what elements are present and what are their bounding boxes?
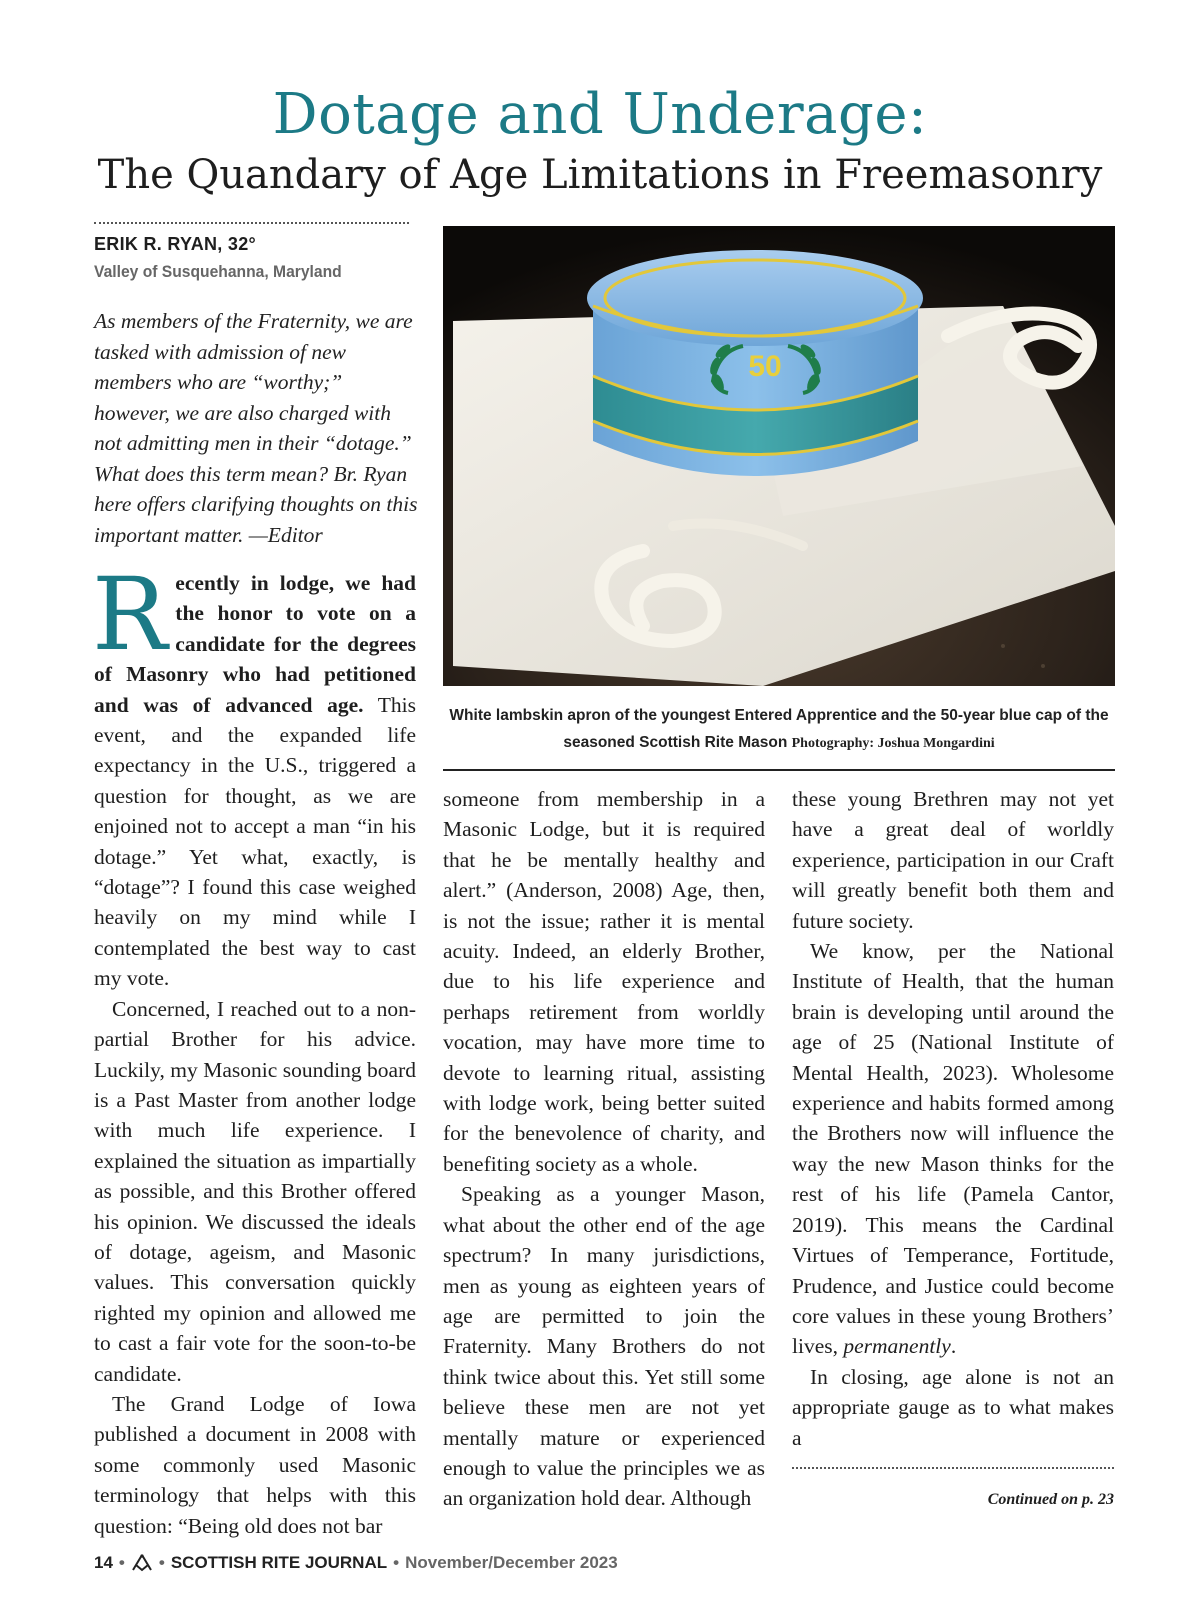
editor-intro: As members of the Fraternity, we are tasked with admission of new members who are “worthy;” however, we are also charged with not admitting men in their “dotage.” What does this term mean? Br. Ryan here offers clarifying thoughts on this important matter. —Editor xyxy=(94,309,418,547)
caption-text: White lambskin apron of the youngest Entered Apprentice and the 50-year blue cap of the seasoned Scottish Rite Mason xyxy=(449,707,1109,751)
cap-number: 50 xyxy=(748,350,782,383)
article-subtitle: The Quandary of Age Limitations in Freemasonry xyxy=(97,152,1103,198)
paragraph-5-emphasis: permanently xyxy=(843,1334,951,1359)
continued-divider xyxy=(792,1467,1114,1469)
paragraph-4: Speaking as a younger Mason, what about the other end of the age spectrum? In many jurisdictions, men as young as eighteen years of age are permitted to join the Fraternity. Many Brothers do not think twice about this. Yet still some believe these men are not yet mentally mature or experienced enough to value the principles we as an organization hold dear. Although xyxy=(443,1182,765,1511)
article-column-2 xyxy=(443,784,765,1514)
footer-separator: • xyxy=(118,1553,125,1572)
author-valley: Valley of Susquehanna, Maryland xyxy=(94,262,342,281)
paragraph-6: In closing, age alone is not an appropriate gauge as to what makes a xyxy=(792,1364,1114,1450)
paragraph-1: This event, and the expanded life expectancy in the U.S., triggered a question for thought, as we are enjoined not to accept a man “in his dotage.” Yet what, exactly, is “dotage”? I found this case weighed heavily on my mind while I contemplated the best way to cast my vote. xyxy=(94,692,416,991)
cap-and-apron-illustration xyxy=(443,226,1115,686)
author-name: ERIK R. RYAN, 32° xyxy=(94,234,257,254)
drop-cap: R xyxy=(92,556,168,673)
footer-separator: • xyxy=(158,1553,165,1572)
page-number: 14 xyxy=(94,1553,113,1572)
footer-separator: • xyxy=(393,1553,400,1572)
author-divider xyxy=(94,222,409,224)
paragraph-3: The Grand Lodge of Iowa published a document in 2008 with some commonly used Masonic terminology that helps with this question: “Being old does not bar xyxy=(94,1391,416,1538)
paragraph-2: Concerned, I reached out to a non-partial Brother for his advice. Luckily, my Masonic sounding board is a Past Master from another lodge with much life experience. I explained the situation as impartially as possible, and this Brother offered his opinion. We discussed the ideals of dotage, ageism, and Masonic values. This conversation quickly righted my opinion and allowed me to cast a fair vote for the soon-to-be candidate. xyxy=(94,996,416,1386)
paragraph-5-text: We know, per the National Institute of Health, that the human brain is developing until around the age of 25 (National Institute of Mental Health, 2023). Wholesome experience and habits formed among the Brothers now will influence the way the new Mason thinks for the rest of his life (Pamela Cantor, 2019). This means the Cardinal Virtues of Temperance, Fortitude, Prudence, and Justice could become core values in these young Brothers’ lives, xyxy=(792,939,1114,1359)
paragraph-5-end: . xyxy=(950,1334,957,1359)
paragraph-opening xyxy=(92,556,416,994)
cap-top xyxy=(587,250,923,346)
article-column-3 xyxy=(792,784,1114,1453)
square-compass-icon xyxy=(131,1554,153,1572)
photo-caption xyxy=(443,702,1115,757)
lead-in: ecently in lodge, we had the honor to vote on a candidate for the degrees of Masonry who had petitioned and was of advanced age. xyxy=(94,571,416,717)
paragraph-4-continued: these young Brethren may not yet have a great deal of worldly experience, participation in our Craft will greatly benefit both them and future society. xyxy=(792,787,1114,933)
photo-credit: Photography: Joshua Mongardini xyxy=(791,736,995,751)
continued-note: Continued on p. 23 xyxy=(987,1491,1114,1508)
article-title: Dotage and Underage: xyxy=(272,82,928,147)
article-photo xyxy=(443,226,1115,686)
paragraph-3-continued: someone from membership in a Masonic Lodge, but it is required that he be mentally healthy and alert.” (Anderson, 2008) Age, then, is not the issue; rather it is mental acuity. Indeed, an elderly Brother, due to his life experience and perhaps retirement from worldly vocation, may have more time to devote to learning ritual, assisting with lodge work, being better suited for the benevolence of charity, and benefiting society as a whole. xyxy=(443,787,765,1176)
page-footer xyxy=(94,1553,618,1573)
paragraph-5 xyxy=(792,936,1114,1362)
article-column-1 xyxy=(92,556,416,1541)
journal-name: SCOTTISH RITE JOURNAL xyxy=(170,1553,388,1572)
caption-rule xyxy=(443,769,1115,771)
issue-date: November/December 2023 xyxy=(405,1553,618,1572)
